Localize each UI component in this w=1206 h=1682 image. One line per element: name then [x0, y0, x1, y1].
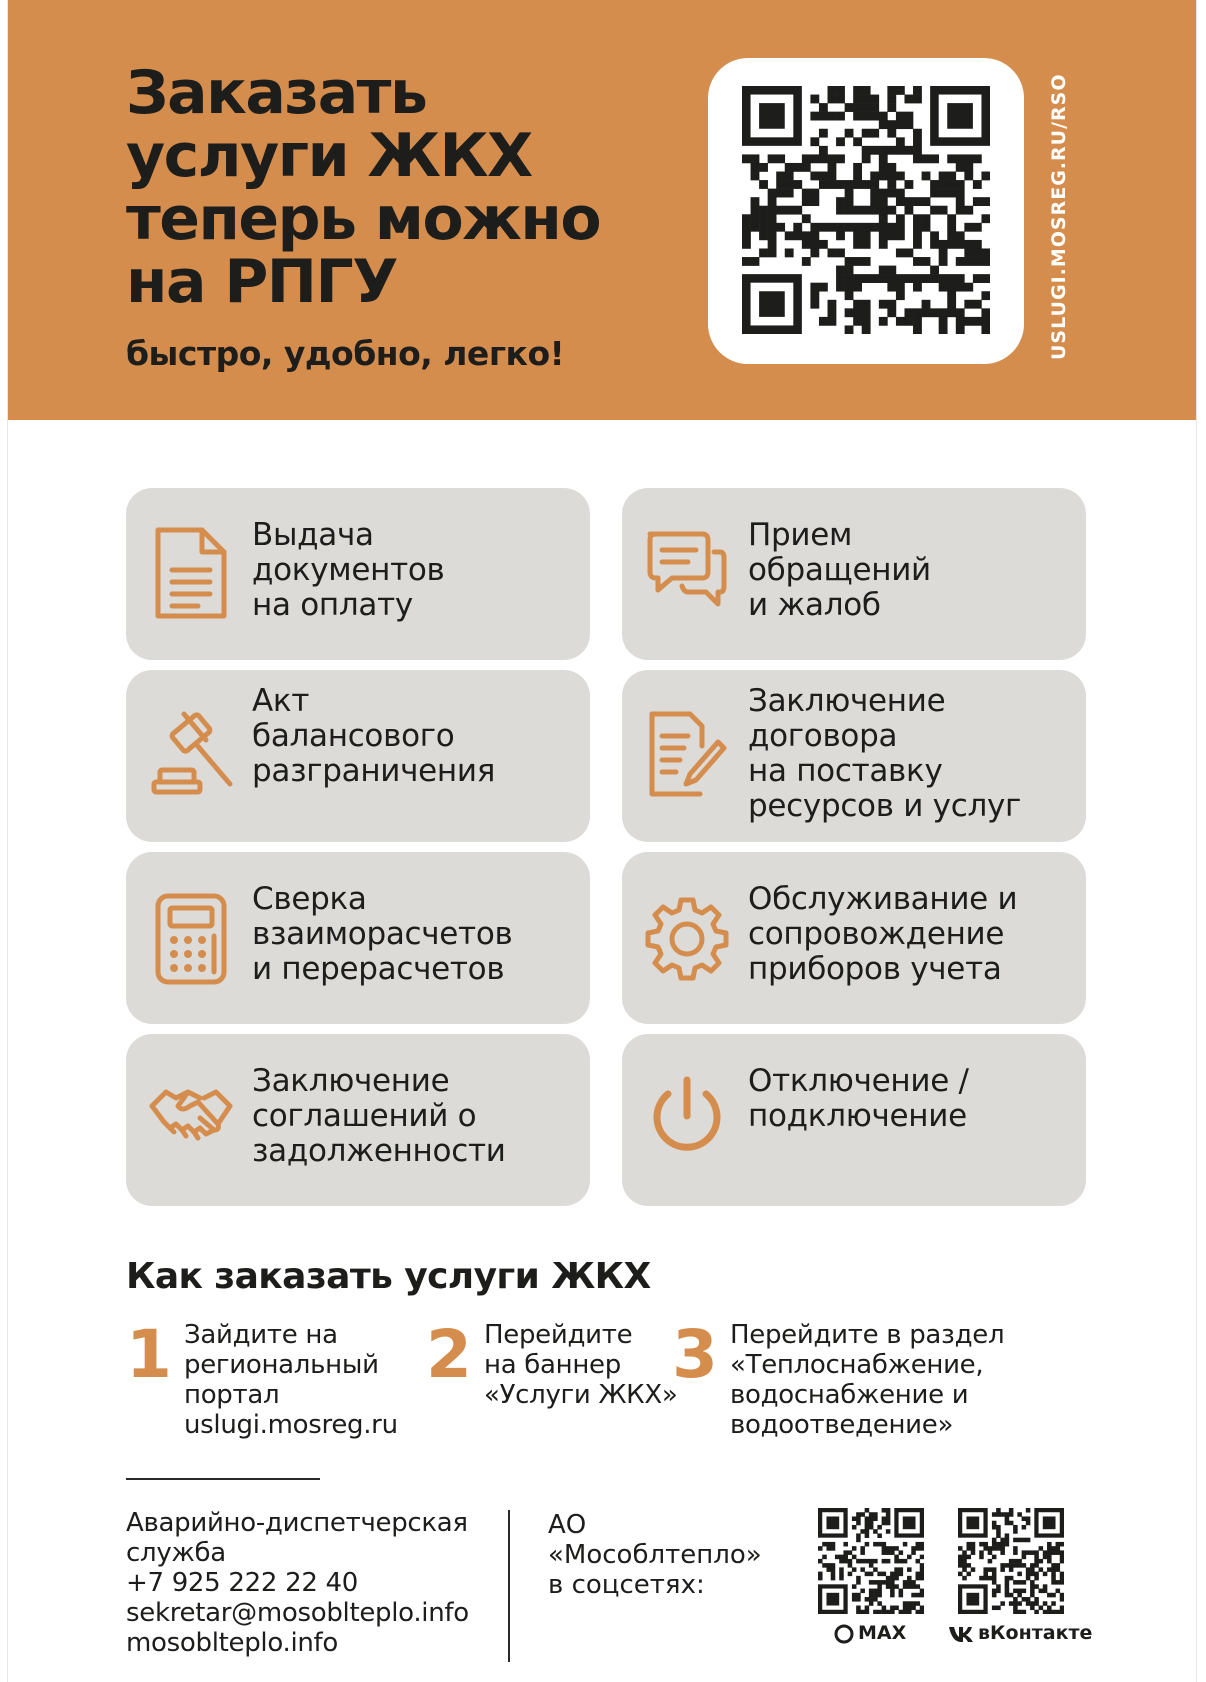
handshake-icon — [148, 1066, 234, 1172]
contract-pen-icon — [644, 702, 730, 808]
vertical-divider — [508, 1510, 510, 1662]
header-banner — [8, 0, 1196, 420]
social-caption: АО «Мособлтепло» в соцсетях: — [548, 1510, 762, 1600]
poster — [8, 0, 1196, 1682]
gear-icon — [644, 884, 730, 990]
max-social-link[interactable] — [834, 1622, 906, 1644]
service-label: Заключение соглашений о задолженности — [252, 1063, 506, 1169]
service-card-documents — [126, 488, 590, 660]
step-text: Зайдите на региональный портал uslugi.mosreg.ru — [184, 1320, 398, 1440]
step-text: Перейдите на баннер «Услуги ЖКХ» — [484, 1320, 678, 1410]
title-line: услуги ЖКХ — [126, 121, 532, 191]
chat-bubbles-icon — [644, 520, 730, 626]
step-number: 1 — [126, 1316, 172, 1393]
service-card-debt-agreement — [126, 1034, 590, 1206]
emergency-contacts: Аварийно-диспетчерская служба +7 925 222 22 40 sekretar@mosoblteplo.info mosoblteplo.info — [126, 1508, 469, 1658]
service-card-reconciliation — [126, 852, 590, 1024]
service-label: Отключение / подключение — [748, 1063, 969, 1134]
vk-logo-icon — [948, 1625, 974, 1643]
vertical-url: USLUGI.MOSREG.RU/RSO — [1048, 73, 1070, 360]
gavel-icon — [148, 702, 234, 808]
service-card-balance-act — [126, 670, 590, 842]
service-card-appeals — [622, 488, 1086, 660]
service-card-meters — [622, 852, 1086, 1024]
max-logo-icon — [834, 1624, 854, 1644]
vk-qr-code-icon[interactable] — [958, 1508, 1064, 1614]
poster-title — [126, 58, 686, 317]
vk-social-link[interactable] — [948, 1622, 1092, 1644]
step-number: 3 — [672, 1316, 718, 1393]
service-label: Сверка взаиморасчетов и перерасчетов — [252, 881, 513, 987]
max-qr-code-icon[interactable] — [818, 1508, 924, 1614]
howto-title: Как заказать услуги ЖКХ — [126, 1256, 651, 1297]
title-line: теперь можно — [126, 184, 601, 254]
vk-label: вКонтакте — [978, 1622, 1093, 1644]
service-label: Заключение договора на поставку ресурсов и услуг — [748, 683, 1021, 824]
title-line: на РПГУ — [126, 247, 398, 317]
calculator-icon — [148, 884, 234, 990]
document-icon — [148, 520, 234, 626]
poster-subtitle: быстро, удобно, легко! — [126, 334, 565, 373]
step-number: 2 — [426, 1316, 472, 1393]
main-qr-card[interactable] — [708, 58, 1024, 364]
service-label: Выдача документов на оплату — [252, 517, 445, 623]
service-card-contract — [622, 670, 1086, 842]
service-label: Прием обращений и жалоб — [748, 517, 931, 623]
step-text: Перейдите в раздел «Теплоснабжение, водоснабжение и водоотведение» — [730, 1320, 1005, 1440]
service-card-connection — [622, 1034, 1086, 1206]
service-label: Обслуживание и сопровождение приборов учета — [748, 881, 1018, 987]
divider — [126, 1478, 320, 1480]
power-icon — [644, 1066, 730, 1172]
title-line: Заказать — [126, 58, 427, 128]
max-label: MAX — [858, 1622, 907, 1644]
service-label: Акт балансового разграничения — [252, 683, 496, 789]
qr-code-icon — [742, 86, 990, 334]
